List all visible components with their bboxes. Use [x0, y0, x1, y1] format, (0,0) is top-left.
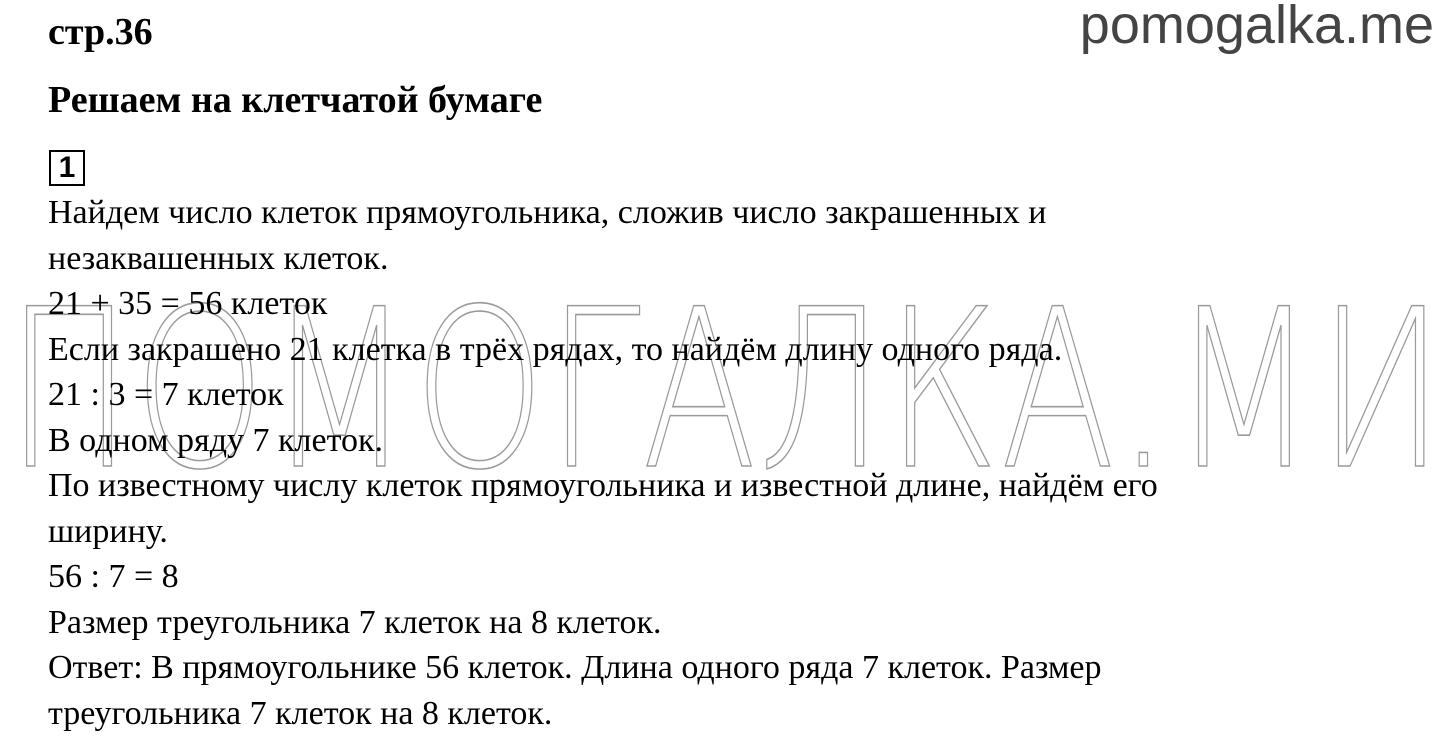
answer-line: Ответ: В прямоугольнике 56 клеток. Длина одного ряда 7 клеток. Размер [48, 649, 1102, 686]
solution-text [48, 190, 1428, 736]
task-number-box: 1 [49, 150, 85, 186]
solution-line: В одном ряду 7 клеток. [48, 421, 384, 459]
watermark-text: ПОМОГАЛКА.МИ [6, 268, 1446, 478]
solution-line: По известному числу клеток прямоугольника и известной длине, найдём его [48, 467, 1158, 504]
solution-line: незаквашенных клеток. [48, 239, 389, 277]
solution-line: Если закрашено 21 клетка в трёх рядах, то найдём длину одного ряда. [48, 330, 1063, 368]
equation-line: 21 : 3 = 7 клеток [48, 376, 284, 413]
site-logo-text[interactable]: pomogalka.me [1079, 0, 1434, 55]
section-title: Решаем на клетчатой бумаге [48, 79, 543, 121]
equation-line: 56 : 7 = 8 [48, 558, 179, 595]
solution-line: Найдем число клеток прямоугольника, сложив число закрашенных и [48, 194, 1047, 231]
answer-line: треугольника 7 клеток на 8 клеток. [48, 694, 553, 732]
page-number: стр.36 [48, 11, 153, 53]
solution-line: ширину. [48, 512, 168, 550]
solution-line: Размер треугольника 7 клеток на 8 клеток. [48, 603, 662, 641]
equation-line: 21 + 35 = 56 клеток [48, 285, 328, 322]
